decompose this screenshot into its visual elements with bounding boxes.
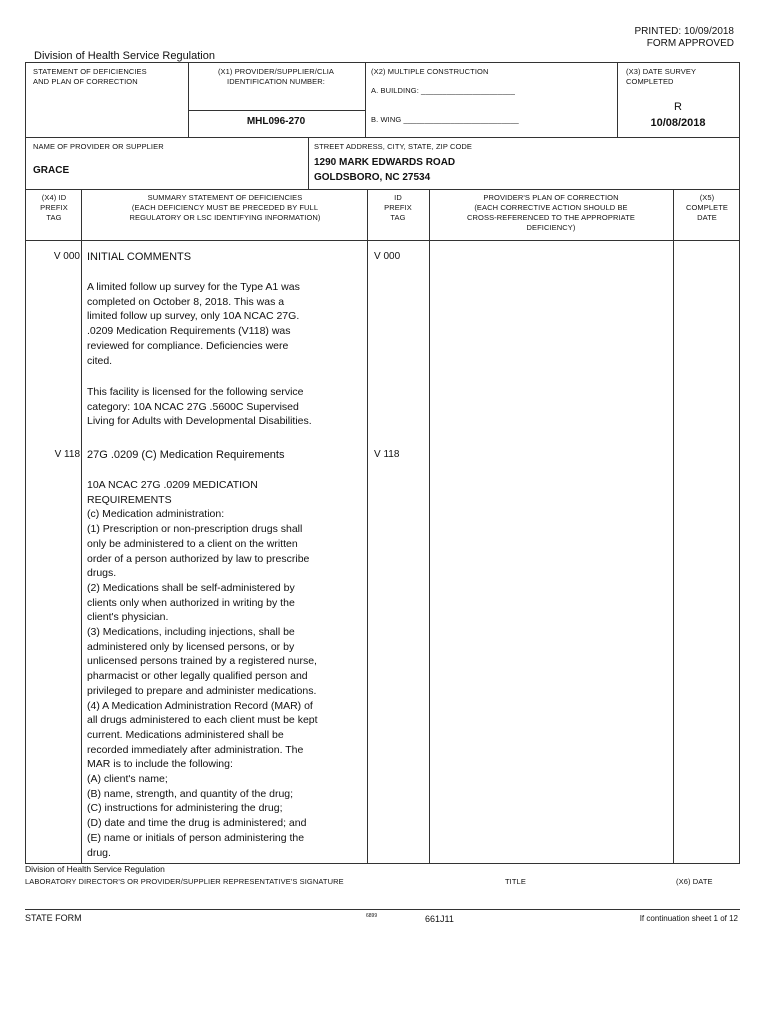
signature-label: LABORATORY DIRECTOR'S OR PROVIDER/SUPPLIER REPRESENTATIVE'S SIGNATURE: [25, 877, 344, 886]
x5-header: (X5) COMPLETE DATE: [685, 193, 729, 222]
statement-label: STATEMENT OF DEFICIENCIES AND PLAN OF CORRECTION: [33, 67, 147, 86]
printed-date: PRINTED: 10/09/2018: [634, 26, 734, 37]
form-approved: FORM APPROVED: [646, 38, 734, 49]
entry-title-medication-requirements: 27G .0209 (C) Medication Requirements: [87, 449, 285, 461]
address-line1: 1290 MARK EDWARDS ROAD: [314, 157, 456, 168]
x2-label: (X2) MULTIPLE CONSTRUCTION: [371, 67, 489, 76]
plan-header: PROVIDER'S PLAN OF CORRECTION (EACH CORRECTIVE ACTION SHOULD BE CROSS-REFERENCED TO THE APPROPRIATE DEFICIENCY): [467, 193, 635, 232]
x3-label: (X3) DATE SURVEY COMPLETED: [626, 67, 697, 86]
form-code-small: 6899: [366, 913, 378, 919]
building-field: A. BUILDING: ______________________: [371, 86, 516, 95]
id-header: ID PREFIX TAG: [384, 193, 412, 222]
x4-tag-v000: V 000: [53, 251, 80, 262]
entry-paragraph: 10A NCAC 27G .0209 MEDICATION REQUIREMENTS (c) Medication administration: (1) Prescription or non-prescription drugs shall only be administered to a client on the written order of a person authorized by law to prescribe drugs. (2) Medications shall be self-administered by clients only when authorized in writing by the client's physician. (3) Medications, including injections, shall be administered only by licensed persons, or by unlicensed persons trained by a registered nurse, pharmacist or other legally qualified person and privileged to prepare and administer medications. (4) A Medication Administration Record (MAR) of all drugs administered to each client must be kept current. Medications administered shall be recorded immediately after administration. The MAR is to include the following: (A) client's name; (B) name, strength, and quantity of the drug; (C) instructions for administering the drug; (D) date and time the drug is administered; and (E) name or initials of person administering the drug.: [87, 479, 318, 859]
continuation-sheet: If continuation sheet 1 of 12: [639, 914, 738, 923]
footer-division: Division of Health Service Regulation: [25, 864, 165, 874]
entry-paragraph: This facility is licensed for the following service category: 10A NCAC 27G .5600C Supervised Living for Adults with Developmental Disabilities.: [87, 386, 312, 428]
id-tag-v000: V 000: [374, 251, 401, 262]
entry-paragraph: A limited follow up survey for the Type A1 was completed on October 8, 2018. This was a limited follow up survey, only 10A NCAC 27G. .0209 Medication Requirements (V118) was reviewed for compliance. Deficiencies were cited.: [87, 281, 300, 367]
id-tag-v118: V 118: [374, 449, 400, 460]
survey-date: 10/08/2018: [650, 117, 706, 129]
division-title: Division of Health Service Regulation: [34, 50, 215, 62]
x4-tag-v118: V 118: [54, 449, 80, 460]
x1-value: MHL096-270: [246, 116, 306, 127]
address-label: STREET ADDRESS, CITY, STATE, ZIP CODE: [314, 142, 473, 151]
title-label: TITLE: [505, 877, 526, 886]
state-form-label: STATE FORM: [25, 913, 82, 923]
summary-header: SUMMARY STATEMENT OF DEFICIENCIES (EACH DEFICIENCY MUST BE PRECEDED BY FULL REGULATORY OR LSC IDENTIFYING INFORMATION): [129, 193, 321, 222]
x6-date-label: (X6) DATE: [676, 877, 713, 886]
wing-field: B. WING ___________________________: [371, 115, 519, 124]
provider-name: GRACE: [33, 165, 70, 176]
form-code: 661J11: [425, 914, 454, 924]
x1-label: (X1) PROVIDER/SUPPLIER/CLIA IDENTIFICATION NUMBER:: [217, 67, 335, 86]
x3-r: R: [674, 101, 682, 113]
x4-header: (X4) ID PREFIX TAG: [40, 193, 68, 222]
address-line2: GOLDSBORO, NC 27534: [314, 172, 431, 183]
provider-name-label: NAME OF PROVIDER OR SUPPLIER: [33, 142, 164, 151]
entry-title-initial-comments: INITIAL COMMENTS: [87, 251, 192, 263]
